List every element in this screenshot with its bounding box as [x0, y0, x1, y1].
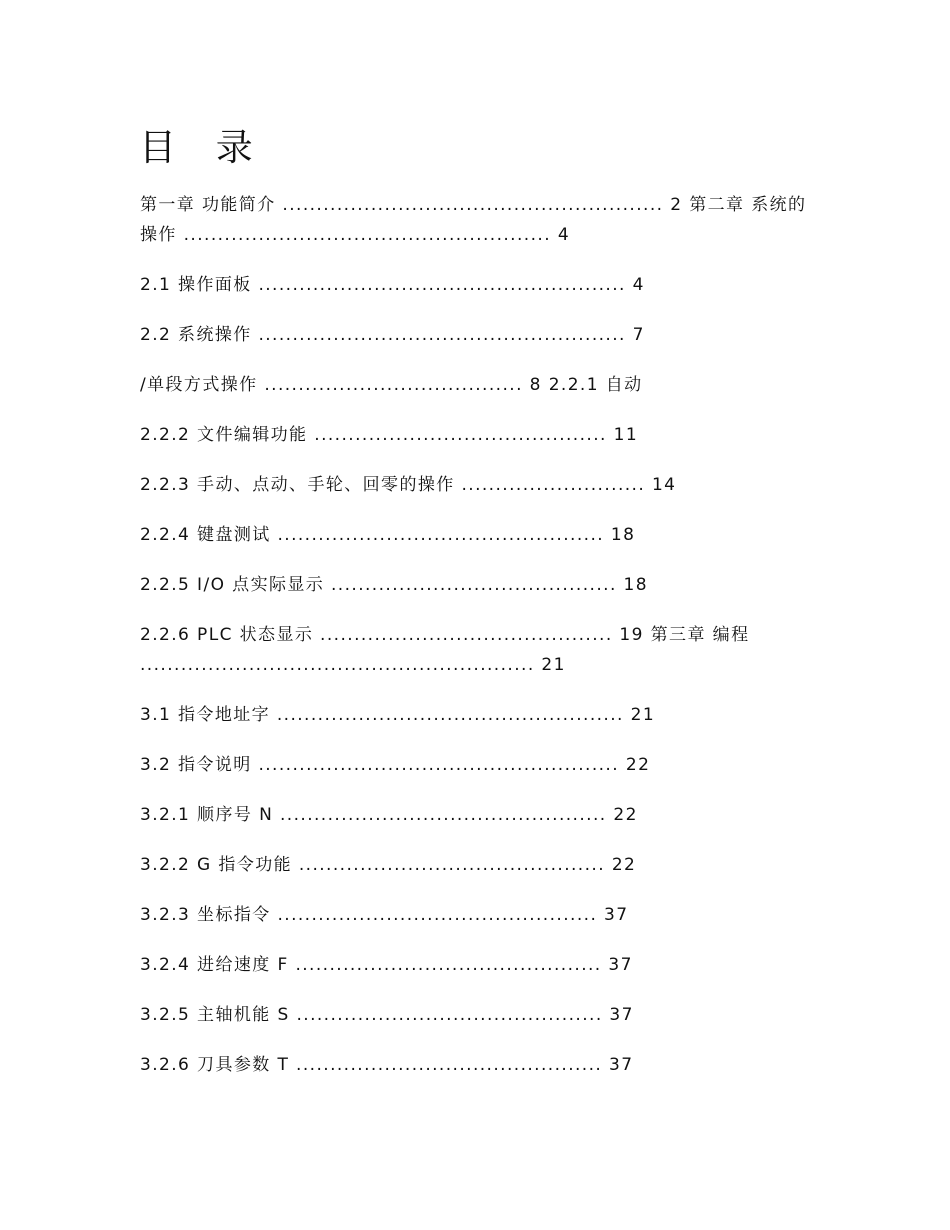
toc-entry: 3.2.1 顺序号 N ................................................ 22	[140, 805, 638, 825]
toc-entry: 2.2.4 键盘测试 ................................................ 18	[140, 525, 636, 545]
toc-entry: 3.2.2 G 指令功能 ............................................. 22	[140, 855, 637, 875]
toc-entry: 3.2.3 坐标指令 ............................................... 37	[140, 905, 629, 925]
toc-entry: 3.2.6 刀具参数 T ............................................. 37	[140, 1055, 634, 1075]
toc-entry: 2.2.3 手动、点动、手轮、回零的操作 ........................... 14	[140, 475, 677, 495]
toc-entry: 第一章 功能简介 ........................................................ 2 第二章 系统的操作 ...................................................... 4	[140, 195, 807, 245]
toc-entry: /单段方式操作 ...................................... 8 2.2.1 自动	[140, 375, 643, 395]
toc-entry: 3.1 指令地址字 ................................................... 21	[140, 705, 656, 725]
toc-entry: 2.1 操作面板 ...................................................... 4	[140, 275, 645, 295]
toc-entry: 3.2.4 进给速度 F ............................................. 37	[140, 955, 633, 975]
toc-entry: 2.2 系统操作 ...................................................... 7	[140, 325, 645, 345]
toc-entry: 3.2 指令说明 ..................................................... 22	[140, 755, 651, 775]
toc-entry: 2.2.5 I/O 点实际显示 .......................................... 18	[140, 575, 648, 595]
toc-entry: 2.2.6 PLC 状态显示 ........................................... 19 第三章 编程 .......................................................... 21	[140, 625, 750, 675]
toc-entry: 3.2.5 主轴机能 S ............................................. 37	[140, 1005, 634, 1025]
toc-entry: 2.2.2 文件编辑功能 ........................................... 11	[140, 425, 639, 445]
toc-list	[140, 190, 810, 1080]
toc-title: 目 录	[139, 126, 267, 169]
